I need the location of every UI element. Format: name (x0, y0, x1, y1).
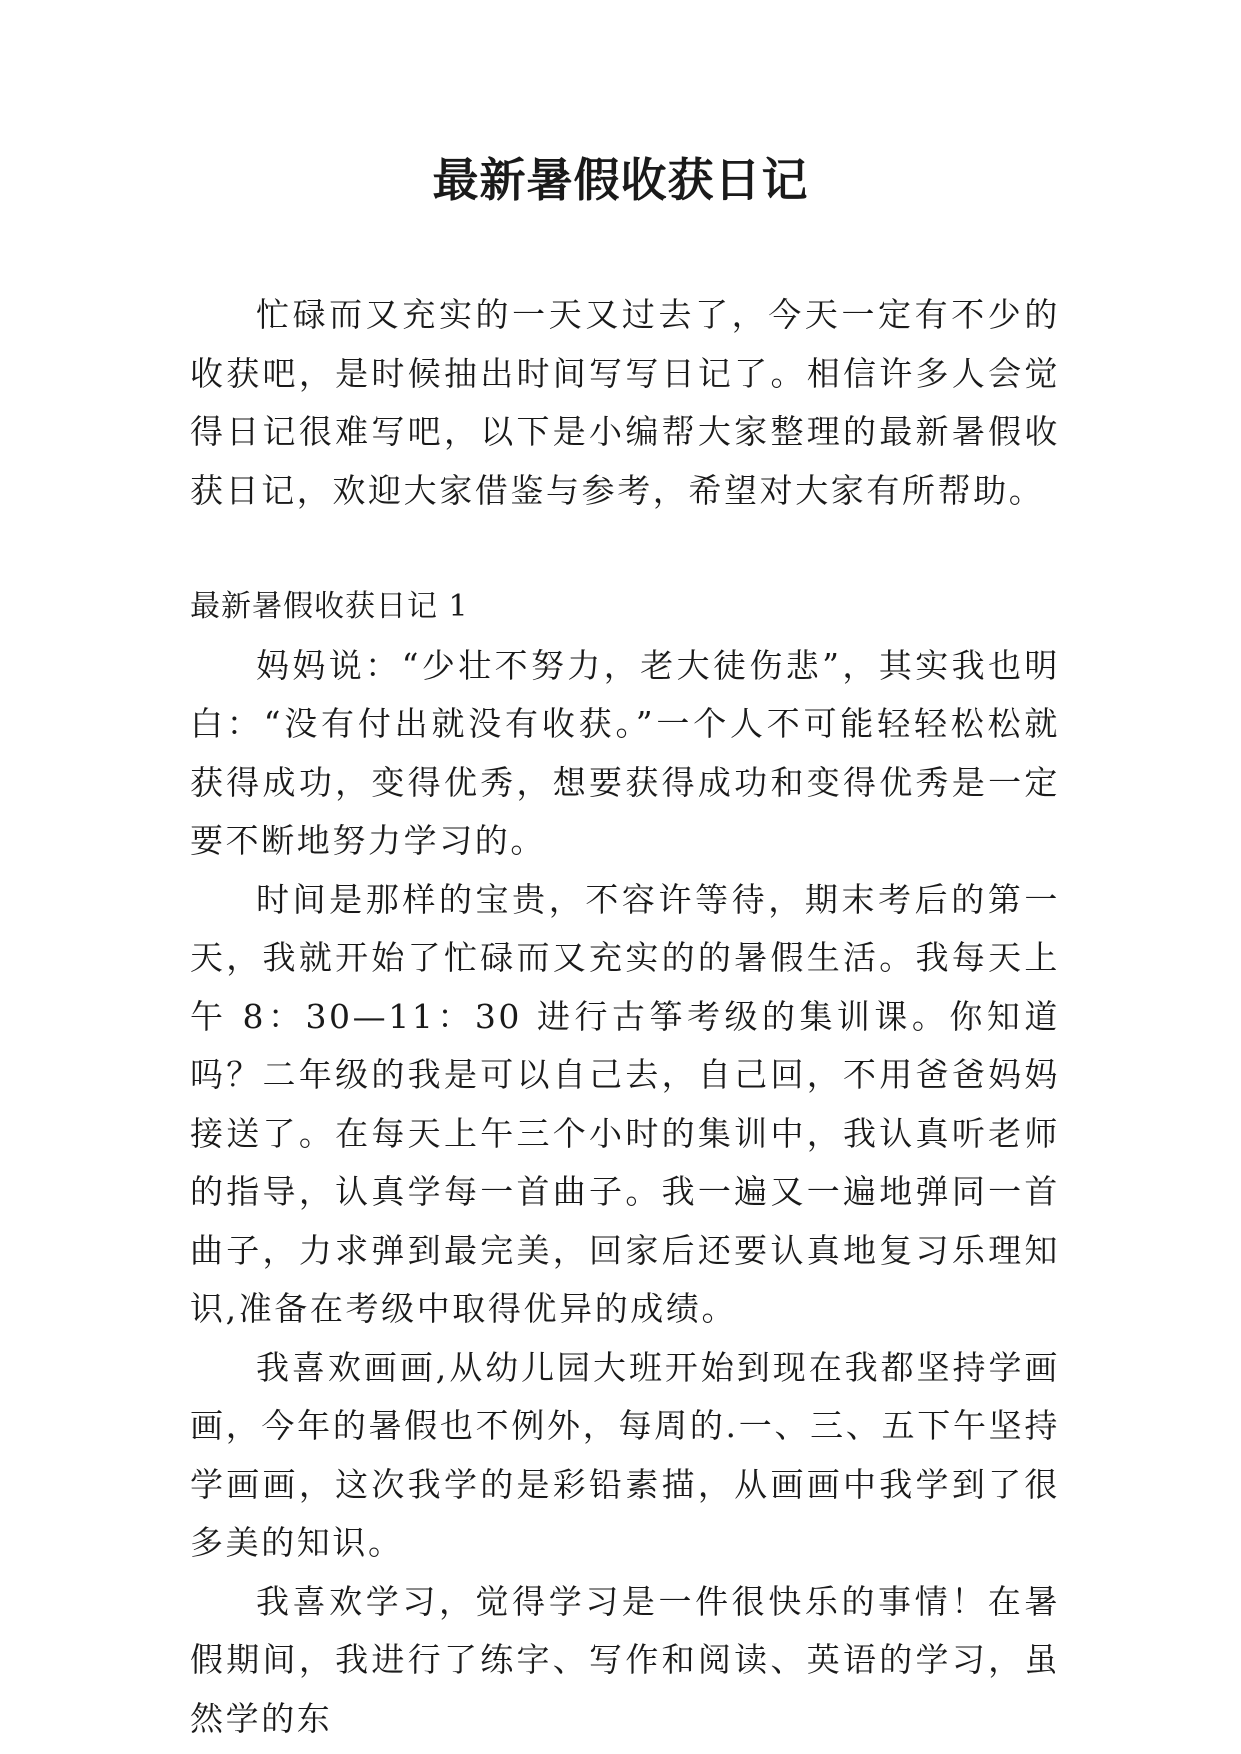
body-paragraph-3: 我喜欢画画,从幼儿园大班开始到现在我都坚持学画画，今年的暑假也不例外，每周的.一、三、五下午坚持学画画，这次我学的是彩铅素描，从画画中我学到了很多美的知识。 (190, 1347, 1060, 1562)
body-paragraph-4: 我喜欢学习，觉得学习是一件很快乐的事情！在暑假期间，我进行了练字、写作和阅读、英语的学习，虽然学的东 (190, 1581, 1060, 1738)
intro-paragraph: 忙碌而又充实的一天又过去了，今天一定有不少的收获吧，是时候抽出时间写写日记了。相信许多人会觉得日记很难写吧，以下是小编帮大家整理的最新暑假收获日记，欢迎大家借鉴与参考，希望对大家有所帮助。 (190, 295, 1060, 510)
section-heading: 最新暑假收获日记 1 (190, 589, 469, 624)
body-paragraph-1: 妈妈说：“少壮不努力，老大徒伤悲”，其实我也明白：“没有付出就没有收获。”一个人不可能轻轻松松就获得成功，变得优秀，想要获得成功和变得优秀是一定要不断地努力学习的。 (190, 645, 1060, 860)
document-body (190, 286, 1060, 1748)
document-title: 最新暑假收获日记 (432, 153, 809, 207)
body-paragraph-2: 时间是那样的宝贵，不容许等待，期末考后的第一天，我就开始了忙碌而又充实的的暑假生活。我每天上午 8：30—11：30 进行古筝考级的集训课。你知道吗？二年级的我是可以自己去，自己回，不用爸爸妈妈接送了。在每天上午三个小时的集训中，我认真听老师的指导，认真学每一首曲子。我一遍又一遍地弹同一首曲子，力求弹到最完美，回家后还要认真地复习乐理知识,准备在考级中取得优异的成绩。 (190, 879, 1060, 1328)
